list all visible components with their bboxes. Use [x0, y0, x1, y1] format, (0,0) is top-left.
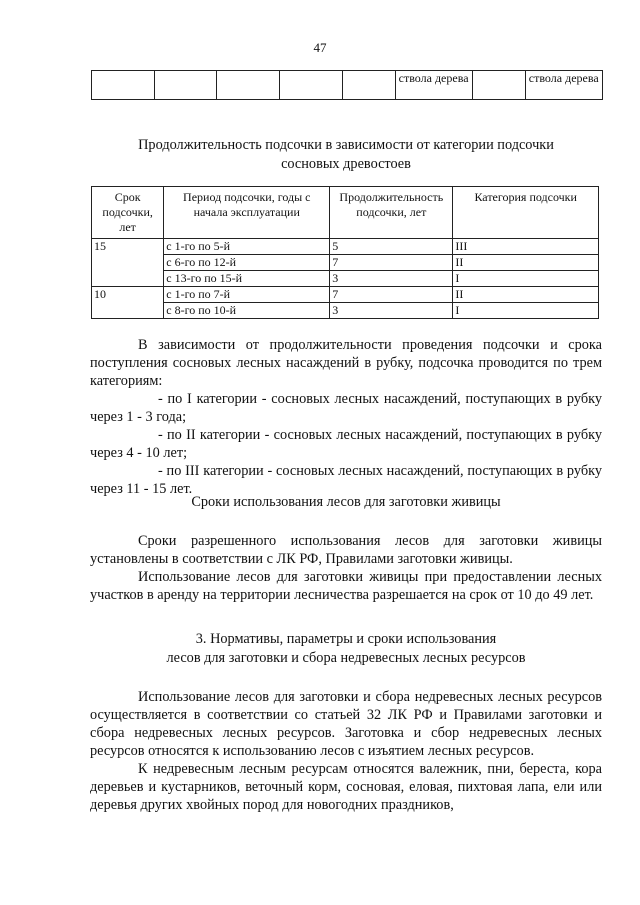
category-cell: I — [453, 271, 599, 287]
paragraph: Использование лесов для заготовки живицы при предоставлении лесных участков в аренду на территории лесничества разрешается на срок от 10 до 49 лет. — [90, 569, 602, 603]
period-cell: с 6-го по 12-й — [164, 255, 330, 271]
section-categories — [90, 336, 602, 498]
category-cell: II — [453, 255, 599, 271]
table-cell — [217, 71, 280, 100]
table-cell: ствола дерева — [525, 71, 602, 100]
podsochka-table — [91, 186, 599, 319]
table-row — [92, 271, 599, 287]
header-term: Срок подсочки, лет — [92, 187, 164, 239]
table-cell — [472, 71, 525, 100]
heading-line: лесов для заготовки и сбора недревесных лесных ресурсов — [166, 650, 526, 666]
table-row — [92, 303, 599, 319]
paragraph: В зависимости от продолжительности проведения подсочки и срока поступления сосновых лесных насаждений в рубку, подсочка проводится по трем категориям: — [90, 337, 602, 389]
list-item: - по I категории - сосновых лесных насаждений, поступающих в рубку через 1 - 3 года; — [90, 391, 602, 425]
table-row — [92, 287, 599, 303]
table-cell — [154, 71, 217, 100]
table-cell — [342, 71, 395, 100]
term-cell: 15 — [92, 239, 164, 287]
header-category: Категория подсочки — [453, 187, 599, 239]
duration-cell: 7 — [330, 255, 453, 271]
section-heading-nedrevesnye — [90, 630, 602, 668]
header-period: Период подсочки, годы с начала эксплуатации — [164, 187, 330, 239]
duration-cell: 3 — [330, 303, 453, 319]
paragraph: К недревесным лесным ресурсам относятся валежник, пни, береста, кора деревьев и кустарников, веточный корм, сосновая, еловая, пихтовая лапа, ели или деревья других хвойных пород для новогодних праздников, — [90, 761, 602, 813]
table-row — [92, 71, 603, 100]
header-duration: Продолжительность подсочки, лет — [330, 187, 453, 239]
category-cell: II — [453, 287, 599, 303]
period-cell: с 1-го по 7-й — [164, 287, 330, 303]
continued-table — [91, 70, 603, 100]
term-cell: 10 — [92, 287, 164, 319]
period-cell: с 13-го по 15-й — [164, 271, 330, 287]
table-cell — [92, 71, 155, 100]
duration-cell: 3 — [330, 271, 453, 287]
section-zhivitsa — [90, 532, 602, 604]
category-cell: I — [453, 303, 599, 319]
table-title-line: Продолжительность подсочки в зависимости от категории подсочки — [138, 137, 554, 153]
paragraph: Использование лесов для заготовки и сбора недревесных лесных ресурсов осуществляется в соответствии со статьей 32 ЛК РФ и Правилами заготовки и сбора недревесных лесных ресурсов. Заготовка и сбор недревесных лесных ресурсов относятся к использованию лесов с изъятием лесных ресурсов. — [90, 689, 602, 759]
table-title-line: сосновых древостоев — [281, 156, 411, 172]
table-title — [90, 136, 602, 174]
table-row — [92, 239, 599, 255]
section-heading-zhivitsa: Сроки использования лесов для заготовки живицы — [191, 494, 501, 510]
table-cell — [280, 71, 343, 100]
table-header-row — [92, 187, 599, 239]
paragraph: Сроки разрешенного использования лесов для заготовки живицы установлены в соответствии с ЛК РФ, Правилами заготовки живицы. — [90, 533, 602, 567]
period-cell: с 8-го по 10-й — [164, 303, 330, 319]
section-nedrevesnye — [90, 688, 602, 814]
table-row — [92, 255, 599, 271]
duration-cell: 7 — [330, 287, 453, 303]
duration-cell: 5 — [330, 239, 453, 255]
list-item: - по II категории - сосновых лесных насаждений, поступающих в рубку через 4 - 10 лет; — [90, 427, 602, 461]
heading-line: 3. Нормативы, параметры и сроки использования — [195, 631, 497, 647]
category-cell: III — [453, 239, 599, 255]
period-cell: с 1-го по 5-й — [164, 239, 330, 255]
list-item: - по III категории - сосновых лесных насаждений, поступающих в рубку через 11 - 15 лет. — [90, 463, 602, 497]
table-cell: ствола дерева — [395, 71, 472, 100]
page-number: 47 — [313, 40, 327, 55]
